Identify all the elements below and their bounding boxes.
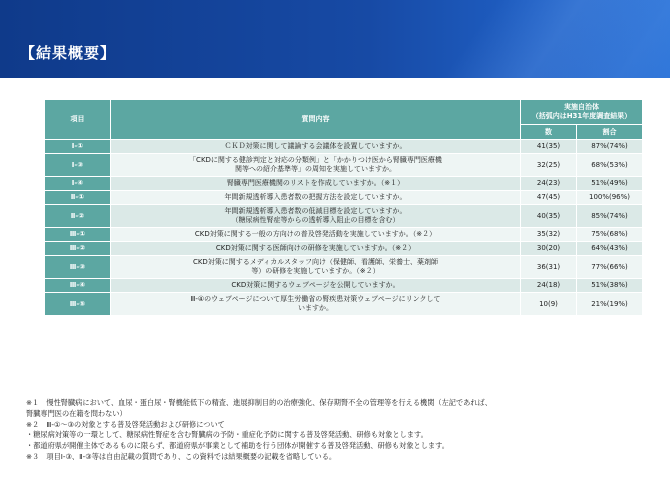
table-row	[45, 191, 643, 205]
header-banner	[0, 0, 670, 78]
row-count: 35(32)	[521, 228, 577, 242]
row-item-code: Ⅰ-①	[45, 140, 111, 154]
row-item-code: Ⅰ-③	[45, 154, 111, 177]
column-header-implementing	[521, 100, 643, 125]
column-header-ratio: 割合	[577, 125, 643, 140]
table-row	[45, 256, 643, 279]
row-item-code: Ⅲ-⑤	[45, 293, 111, 316]
row-ratio: 85%(74%)	[577, 205, 643, 228]
table-row	[45, 140, 643, 154]
row-count: 40(35)	[521, 205, 577, 228]
table-body	[45, 140, 643, 316]
row-item-code: Ⅲ-②	[45, 242, 111, 256]
row-question	[111, 154, 521, 177]
row-question-line: 年間新規透析導入患者数の把握方法を設定していますか。	[224, 193, 407, 202]
row-question	[111, 279, 521, 293]
row-ratio: 51%(49%)	[577, 177, 643, 191]
row-question-line: CKD対策に関する医師向けの研修を実施していますか。（※２）	[215, 244, 416, 253]
table-row	[45, 279, 643, 293]
row-question	[111, 140, 521, 154]
footnote-line: ※３ 項目Ⅰ-③、Ⅱ-③等は自由記載の質問であり、この資料では結果概要の記載を省略している。	[26, 451, 337, 461]
row-question-line: 「CKDに関する健診判定と対応の分類例」と「かかりつけ医から腎臓専門医療機	[189, 156, 442, 165]
column-header-item: 項目	[45, 100, 111, 140]
table-row	[45, 205, 643, 228]
row-item-code: Ⅱ-①	[45, 191, 111, 205]
table-row	[45, 293, 643, 316]
table-row	[45, 154, 643, 177]
row-question-line: CKD対策に関するウェブページを公開していますか。	[231, 281, 400, 290]
row-count: 30(20)	[521, 242, 577, 256]
row-question-line: 腎臓専門医療機関のリストを作成していますか。（※１）	[226, 179, 405, 188]
row-question	[111, 293, 521, 316]
row-item-code: Ⅰ-④	[45, 177, 111, 191]
row-question-line: 関等への紹介基準等」の周知を実施していますか。	[235, 165, 396, 173]
row-question-line: CKD対策に関する一般の方向けの普及啓発活動を実施していますか。（※２）	[194, 230, 437, 239]
row-ratio: 51%(38%)	[577, 279, 643, 293]
row-ratio: 64%(43%)	[577, 242, 643, 256]
results-table	[44, 99, 643, 316]
row-question-line: 年間新規透析導入患者数の低減目標を設定していますか。	[224, 207, 407, 216]
row-question	[111, 177, 521, 191]
table-row	[45, 242, 643, 256]
row-ratio: 100%(96%)	[577, 191, 643, 205]
row-question	[111, 191, 521, 205]
row-question	[111, 228, 521, 242]
row-question	[111, 256, 521, 279]
row-ratio: 87%(74%)	[577, 140, 643, 154]
row-ratio: 21%(19%)	[577, 293, 643, 316]
row-question-line: ＣＫＤ対策に関して議論する会議体を設置していますか。	[224, 142, 407, 151]
row-question	[111, 205, 521, 228]
footnote-line: ※２ Ⅲ-①～③の対象とする普及啓発活動および研修について	[26, 419, 225, 429]
row-count: 24(18)	[521, 279, 577, 293]
row-question-line: （糖尿病性腎症等からの透析導入阻止の目標を含む）	[231, 216, 400, 224]
footnote-line: 腎臓専門医の在籍を問わない）	[26, 408, 127, 418]
row-item-code: Ⅲ-③	[45, 256, 111, 279]
row-question	[111, 242, 521, 256]
column-header-count: 数	[521, 125, 577, 140]
column-header-question: 質問内容	[111, 100, 521, 140]
row-ratio: 77%(66%)	[577, 256, 643, 279]
row-question-line: Ⅲ-④のウェブページについて厚生労働省の腎疾患対策ウェブページにリンクして	[190, 295, 441, 304]
row-question-line: CKD対策に関するメディカルスタッフ向け（保健師、看護師、栄養士、薬剤師	[192, 258, 439, 267]
row-question-line: 等）の研修を実施していますか。（※２）	[251, 267, 380, 275]
footnote-line: ※１ 慢性腎臓病において、血尿・蛋白尿・腎機能低下の精査、進展抑制目的の治療強化、保存期腎不全の管理等を行える機関（左記であれば、	[26, 398, 492, 407]
column-header-implementing-title: 実施自治体	[564, 103, 599, 112]
row-item-code: Ⅱ-②	[45, 205, 111, 228]
row-item-code: Ⅲ-①	[45, 228, 111, 242]
page-title: 【結果概要】	[20, 44, 117, 62]
row-count: 24(23)	[521, 177, 577, 191]
row-count: 10(9)	[521, 293, 577, 316]
row-question-line: いますか。	[298, 304, 333, 312]
row-count: 47(45)	[521, 191, 577, 205]
row-count: 32(25)	[521, 154, 577, 177]
footnote-line: ・都道府県が開催主体であるものに限らず、都道府県が事業として補助を行う団体が開催する普及啓発活動、研修も対象とします。	[26, 441, 449, 451]
row-ratio: 68%(53%)	[577, 154, 643, 177]
footnotes	[26, 398, 656, 463]
column-header-implementing-note: （括弧内はH31年度調査結果）	[531, 112, 632, 120]
row-count: 36(31)	[521, 256, 577, 279]
table-row	[45, 177, 643, 191]
table-row	[45, 228, 643, 242]
row-ratio: 75%(68%)	[577, 228, 643, 242]
row-count: 41(35)	[521, 140, 577, 154]
row-item-code: Ⅲ-④	[45, 279, 111, 293]
footnote-line: ・糖尿病対策等の一環として、糖尿病性腎症を含む腎臓病の予防・重症化予防に関する普及啓発活動、研修も対象とします。	[26, 430, 428, 440]
